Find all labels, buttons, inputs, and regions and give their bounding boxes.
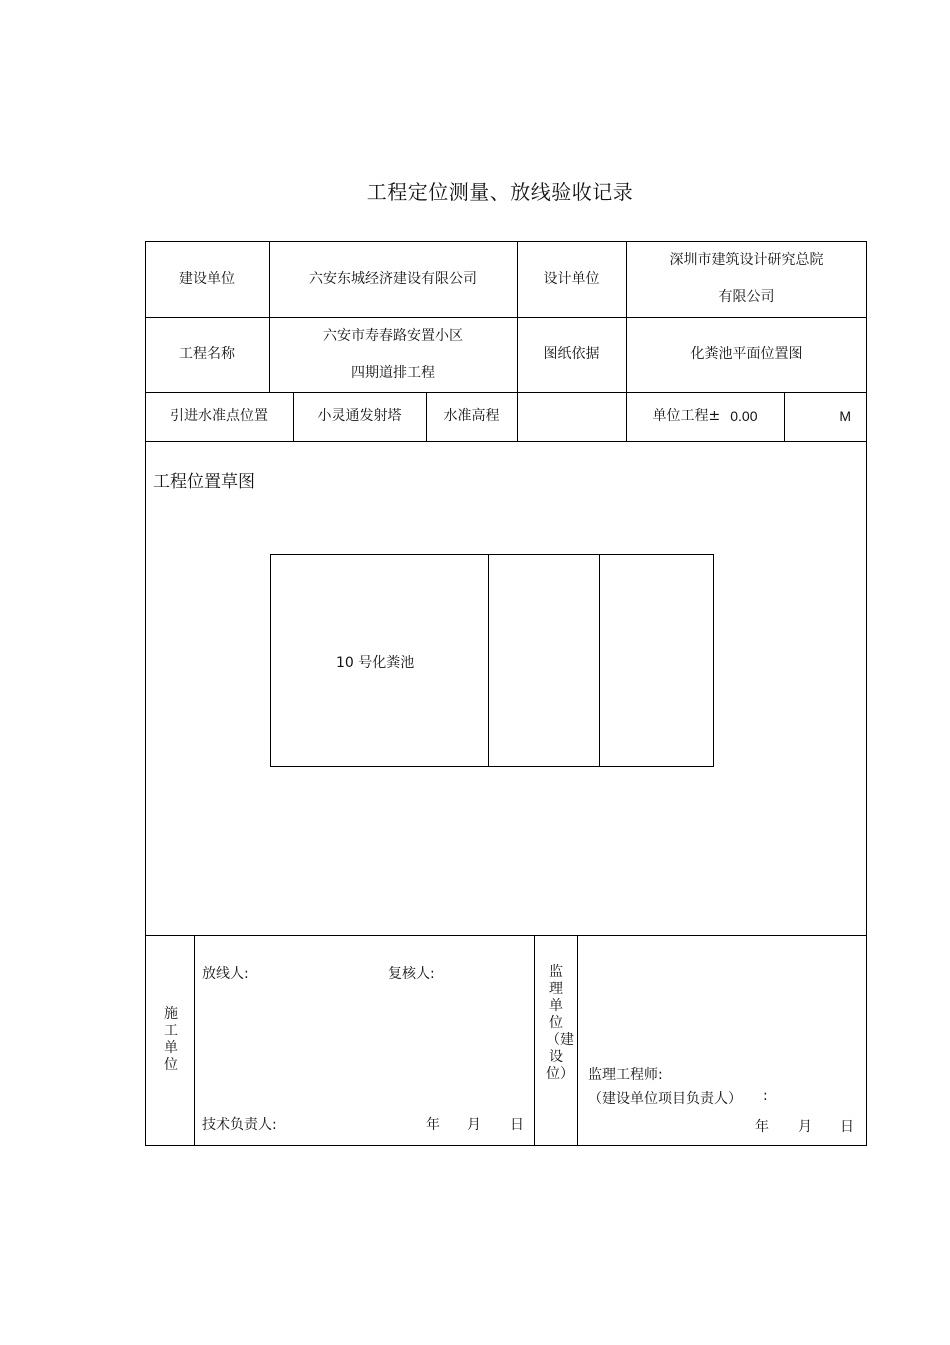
designer-value [626, 241, 867, 317]
sketch-divider [599, 554, 600, 767]
unit-suffix: M [839, 408, 851, 424]
benchmark-label: 引进水准点位置 [170, 408, 268, 424]
setter-label: 放线人: [202, 966, 249, 982]
page-title: 工程定位测量、放线验收记录 [366, 180, 634, 204]
col-divider [577, 935, 578, 1146]
unit-label: 单位工程± [652, 408, 721, 424]
col-divider [194, 935, 195, 1146]
septic-tank-label: 10 号化粪池 [336, 655, 415, 671]
date-month: 月 [467, 1117, 481, 1133]
unit-value: 0.00 [730, 408, 758, 424]
sketch-title: 工程位置草图 [153, 472, 255, 492]
supervision-unit-label: 监理单位（建设位） [546, 964, 574, 1082]
benchmark-value: 小灵通发射塔 [317, 408, 402, 424]
date-year: 年 [426, 1117, 440, 1133]
designer-line-2: 有限公司 [718, 289, 775, 305]
date-day: 日 [510, 1117, 524, 1133]
owner-rep-label: （建设单位项目负责人） [588, 1091, 742, 1107]
project-label: 工程名称 [179, 346, 235, 362]
drawing-value: 化粪池平面位置图 [690, 346, 803, 362]
date2-day: 日 [840, 1119, 854, 1135]
date2-month: 月 [798, 1119, 812, 1135]
col-divider [534, 935, 535, 1146]
owner-value: 六安东城经济建设有限公司 [309, 270, 477, 287]
sketch-divider [488, 554, 489, 767]
engineer-label: 监理工程师: [588, 1067, 663, 1083]
row-divider [145, 935, 867, 936]
elevation-label: 水准高程 [443, 408, 500, 424]
project-line-2: 四期道排工程 [351, 364, 435, 381]
construction-unit-label: 施工单位 [164, 1006, 178, 1073]
checker-label: 复核人: [388, 966, 435, 982]
drawing-label: 图纸依据 [543, 346, 600, 362]
row-divider [145, 441, 867, 442]
date2-year: 年 [755, 1119, 769, 1135]
unit-elevation [626, 392, 784, 441]
owner-label: 建设单位 [179, 270, 235, 287]
designer-label: 设计单位 [543, 270, 600, 287]
project-line-1: 六安市寿春路安置小区 [323, 327, 463, 344]
owner-rep-colon: : [763, 1088, 768, 1104]
elevation-value [517, 392, 626, 441]
designer-line-1: 深圳市建筑设计研究总院 [669, 252, 824, 268]
project-value [269, 317, 517, 392]
tech-lead-label: 技术负责人: [202, 1117, 277, 1133]
